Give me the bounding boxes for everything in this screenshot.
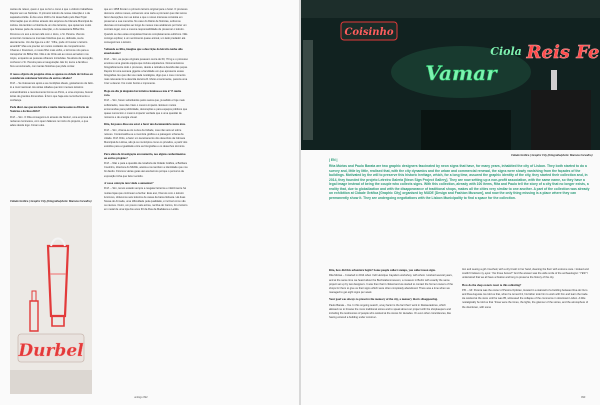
durbel-neon-photo: [10, 206, 92, 394]
answer: Paulo Barata – Yes. In this ongoing search, a key factor is the fact that I work in Restauradores, which allowed me to browse the more traditional stores and to speak about our project with the shopkeepers and including the testimonies of people who worked at the stores for decades. Or even other coincidences, like having entered a building under construc-: [329, 303, 451, 320]
page-folio-right: 093: [581, 396, 586, 399]
question: Hoje em dia já ninguém faz letreiros luminosos não é? E muito raro.: [104, 88, 182, 97]
right-column-2: [462, 268, 590, 394]
answer: R.M. – Sim, foram substituídos pelos sacos que, já sabido e hoje mais sofisticados, mas não criam o mesmo impacto. Existem muitos encomendas para publicidade, decorações e para espaços públicos que quase nunca têm o mesmo impacto verdade que é uma questão de números e de energia visual.: [104, 99, 188, 119]
photo-caption: Cidade Gráfica | Graphic City (fotografia/photo: Mariana Carvalho): [511, 154, 593, 157]
answer: P.B. – Mr. Pereira was the owner of Pereira Optician, located in a stairwell of a building between Rua do Ouro and Rua Augusta. He told us that, when he turned 13, his father took him to work with him and learn the trade. He worked at the store until he was 85, witnessed the collapse of the commerce in downtown Lisbon. A little nostalgically he told us that “those were the times, the lights, the glamour of the stores, and the atmosphere of the downtown, with some: [462, 289, 589, 309]
answer: R.M. – Se tivéssemos apoio e as condições ideais, gostaríamos de fazê-lo a nível nacional. Há várias cidades que têm imensos letreiros extraordinários e recentemente fomos ao Porto, a uma empresa, buscar letras de grandes dimensões. É bom que haja este reconhecimento e confiança.: [10, 82, 94, 102]
paragraph: cantes de relevo, quem é que os fez e como é que o vidreiro trabalhava. Depois vem as histórias. O primeiro letreiro da nossa colecção é o da sapataria A Elite. É dos anos 1940 e foi desenhado pelo Raul Tojal. Informação que só obtive através dos arquivos da Câmara Municipal de Lisboa. Há também a história de um dos letreiros, que quisemos muito que ficasse parte da nossa colecção, o do restaurante Bilhar Rio. Fizemos um ano a tomar café com o dono, o Sr. Pereira. Viemos encontrar contava-me imensas histórias que eu, delicada, ouvia atentamente. Um dia liga-me e diz: “Olhe, pode vir buscar o letreiro amanhã!” Mas era preciso ter muitos cuidados de compartimento. Chamei o Francisco, o nosso filho mais velho, e lá fomos nós para a transportar do Bilhar Rio. Não é de Chile até ao nosso armazém nos Anjos, enquanto as pessoas olhavam incrédulas. Na altura da recepção, conhecer o Sr. Pereira para a inauguração. Ele foi, levou a família e ficou emocionado, com tantas histórias que pôde contar.: [10, 8, 94, 69]
right-page: [301, 0, 600, 405]
coisinho-neon-text: Coisinho: [344, 27, 394, 38]
question: Rita, há pouco disse-me estar a fazer um documentário nesta área.: [104, 122, 186, 127]
answer: R.M. – Sim, temos estado sempre a resgatar letreiros e infelizmente há muitas lojas que continuam a fechar. Este ano, fizemos com o letreiro luminoso, obtivemos seis letreiros de casas da baixa lisboeta. Há duas Nossa do Armada, uma dificuldade pela qualidade, é incrível como vão os néones. Outro, um pouco mais acima, na Rua do Carmo, foi o letreiro em metal de uma loja dos anos 30 da Rua da Madalena e Leitão.: [104, 187, 188, 211]
answer: R.M. – Não e para a questão da curadoria da Cidade Gráfica, a Bárbara Coutinho, directora do MUDE, aceitou-nos também a identidade que nos foi dando. Fizemos várias guias até acertarmos porque o percurso da exposição tinha que fazer sentido.: [104, 162, 188, 178]
durbel-neon-illustration: [10, 206, 92, 394]
language-tag: | EN |: [329, 158, 338, 162]
neon-signs-illustration: [301, 0, 600, 150]
lede-paragraph: Rita Múrias and Paulo Barata are two graphic designers fascinated by neon signs that have, for many years, inhabited the city of Lisbon. They both started to do a survey and, little by little, realised that, with the city dynamics and the urban and commercial renewal, the signs were slowly vanishing from the façades of the buildings. Motivated by the will to preserve this historic heritage, which, for a long time, assured the graphic identity of the city, they started their collection and, in 2014, they founded the projeto Letreiro Galeria [Neon Sign Project Gallery]. They are now setting up a non-profit association, with the same name, so they have a legal image instead of being the couple who collects signs. With this collection, already with 100 items, Rita and Paulo tell the story of a city that no longer exists, a reality that, due to globalization and with the disappearance of traditional shops, makes all the cities very similar to one another. A part of the collection was already on exhibition at Cidade Gráfica [Graphic City] organised by MUDE [Design and Fashion Museum], and now the only thing missing is a place where they can permanently show it. They are undergoing negotiations with the Lisbon Municipality to find a space for the collection.: [329, 164, 590, 200]
paragraph: tion and seeing a girl crouched, with a dry brush in her hand, cleaning the floor with extreme care. I looked and couldn't believe my eyes: “the those bones!!” And the answer was the wide smile of the archaeologist: “YES!” I understood that we all have a fixation and long to preserve the history of the city.: [462, 268, 589, 280]
photo-caption: Cidade Gráfica | Graphic City (fotografia/photo: Mariana Carvalho): [10, 200, 92, 203]
answer: Rita Múrias – It started in 2014 when I left Henrique Cayatte's workshop, with whom I worked several years, and at the same time we heard about the Buchstabenmuseum, a museum in Berlin with exactly the same project set up by two designers. It was then that it clicked and we started to contact the former owners of the shops for them to give us their signs which were often completely abandoned. There was a time when we managed to get eight signs per week.: [329, 274, 453, 294]
right-column-1: [329, 268, 453, 394]
answer: R.M. – Sim, as peças originais pesavam cerca de 60, 70 kg e o processo envolveu uma grande equipa que incluía arquitectos. Documentámos fotograficamente todo o processo, desde a retirada à descida das peças. Depois foi uma semana gigante a faculdade em que apresente essas fotografias. Eu que não sou nada nostálgica, digo que o meu momento mais relevante foi a descida da letra R. Muito emocionante, parecia uma Cruz a descer. Foi muito bonito e imponente.: [104, 57, 188, 86]
neon-signs-photo: [301, 0, 600, 150]
left-column-2: [104, 8, 188, 390]
question: Pode dizer-me que um letreiro é muito interessante no Diário de Notícias e da Rosa Ribi?: [10, 105, 89, 114]
question: Rita, how did this adventure begin? Some people collect stamps, you collect neon signs.: [329, 268, 436, 272]
answer: R.M. – Sim, chama-se As Luzes da Cidade, mas não será só sobre néones. Contextualiza-se a memória gráfica e a paisagem urbana da cidade. R.M. Ditto, a fazer um levantamento dos desenhos da Câmara Municipal de Lisboa, são já os municípios como os privados, a partir dos estúdios para a igualdade entre as fotografias e os desenhos técnicos.: [104, 128, 188, 149]
paragraph: que em 1958 fizeram o primeiro letreiro original para o hotel. O processo demorou vários meses, estivemos uma carta a prometer que não íamos fazer decepções com as letras e que o nosso interesse consistia em preservar a sua memória. No caso do Diário de Notícias, sofremos diversas conversações ao longo de meses mas acabámos por fazer um contrato legal, com a mesma responsabilidade de preservar o letreiro. Quando se deu estas conquistas ficamos completamente eufóricos. Não consigo explicar, é um sentimento quase animal, um lado predador até conseguirmos o letreiro.: [104, 8, 188, 44]
question: How do the shop owners react to this collecting?: [462, 282, 522, 287]
question: Voltando ao Rita, imagino que a descrição do letreiro tenha sido emocionante!: [104, 47, 183, 56]
durbel-neon-text: Durbel: [18, 341, 84, 361]
answer: R.M. – Sim. O Rita conseguimo-lo através da Neoluz, uma empresa de reclames luminosos, com quem falámos no início do projecto, e que adeiu desde logo. Foram eles.: [10, 115, 92, 127]
ciola-neon-text: Ciola: [490, 45, 522, 58]
question: Para além da investigação em memória, nos alguns conhecimentos ou outros projetos?: [104, 151, 186, 160]
question: O nosso objecto de pesquisa situa-se apenas na cidade de Lisboa ou consideram colecionar letreiros de outras cidades?: [10, 71, 93, 80]
left-page: [0, 0, 299, 405]
reis-neon-text: Reis Fe: [526, 42, 600, 63]
vamar-neon-text: Vamar: [425, 61, 497, 85]
question: A vossa colecção tem vindo a aumentar?: [104, 180, 154, 185]
question: Your goal was always to preserve the memory of the city, a memory that is disappearing.: [329, 297, 438, 302]
page-folio-left: umbigo 092: [134, 396, 148, 399]
